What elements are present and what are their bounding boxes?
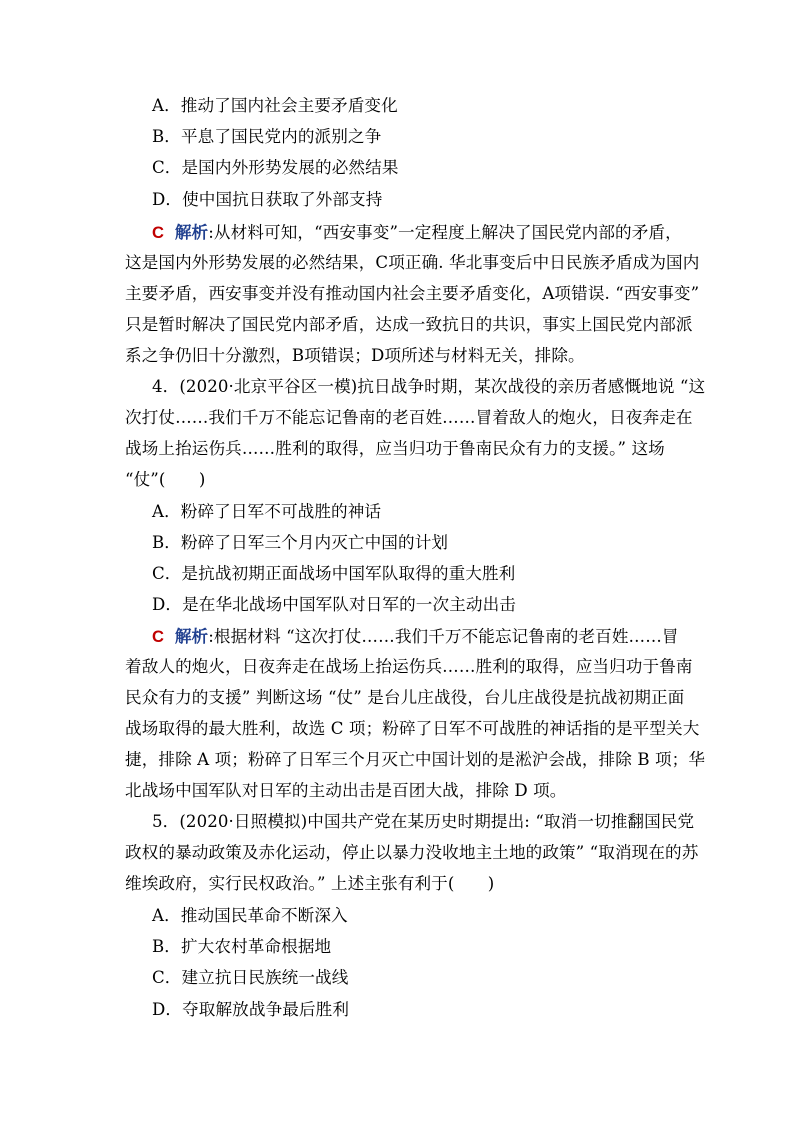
q4-stem-line: 4．(2020·北京平谷区一模)抗日战争时期，某次战役的亲历者感慨地说 “这	[152, 377, 706, 396]
q4-option-d: D．是在华北战场中国军队对日军的一次主动出击	[152, 595, 516, 614]
q4-analysis-text: :根据材料 “这次打仗……我们千万不能忘记鲁南的老百姓……冒	[208, 627, 679, 646]
q3-analysis-text: :从材料可知，“西安事变”一定程度上解决了国民党内部的矛盾，	[208, 223, 682, 242]
q4-stem-line: 次打仗……我们千万不能忘记鲁南的老百姓……冒着敌人的炮火，日夜奔走在	[125, 408, 693, 427]
q4-analysis-line: 着敌人的炮火，日夜奔走在战场上抬运伤兵……胜利的取得，应当归功于鲁南	[125, 657, 693, 676]
q4-stem-line: 战场上抬运伤兵……胜利的取得，应当归功于鲁南民众有力的支援。” 这场	[125, 439, 665, 458]
q4-analysis-line: 民众有力的支援” 判断这场 “仗” 是台儿庄战役，台儿庄战役是抗战初期正面	[125, 688, 685, 707]
q5-stem-line: 5．(2020·日照模拟)中国共产党在某历史时期提出: “取消一切推翻国民党	[152, 812, 695, 831]
q3-answer: C	[152, 223, 165, 242]
q3-option-d: D．使中国抗日获取了外部支持	[152, 190, 383, 209]
q4-analysis-line: 战场取得的最大胜利，故选 C 项；粉碎了日军不可战胜的神话指的是平型关大	[125, 719, 700, 738]
q4-analysis-label: 解析	[174, 626, 209, 646]
q5-option-d: D．夺取解放战争最后胜利	[152, 1000, 350, 1019]
q3-option-c: C．是国内外形势发展的必然结果	[152, 158, 399, 177]
q5-option-a: A．推动国民革命不断深入	[152, 906, 348, 925]
q5-option-c: C．建立抗日民族统一战线	[152, 968, 349, 987]
q4-analysis-line: 捷，排除 A 项；粉碎了日军三个月灭亡中国计划的是淞沪会战，排除 B 项；华	[125, 750, 706, 769]
q3-analysis-line: 这是国内外形势发展的必然结果，C项正确. 华北事变后中日民族矛盾成为国内	[125, 253, 700, 272]
q3-option-b: B．平息了国民党内的派别之争	[152, 127, 382, 146]
q5-option-b: B．扩大农村革命根据地	[152, 937, 332, 956]
q4-option-b: B．粉碎了日军三个月内灭亡中国的计划	[152, 533, 449, 552]
q3-analysis-label: 解析	[174, 222, 209, 242]
q3-analysis-line: 主要矛盾，西安事变并没有推动国内社会主要矛盾变化，A项错误. “西安事变”	[125, 284, 700, 303]
q3-analysis-first-line	[152, 222, 682, 243]
q4-analysis-line: 北战场中国军队对日军的主动出击是百团大战，排除 D 项。	[125, 781, 567, 800]
q3-analysis-line: 系之争仍旧十分激烈，B项错误；D项所述与材料无关，排除。	[125, 346, 585, 365]
q4-option-a: A．粉碎了日军不可战胜的神话	[152, 502, 382, 521]
q4-analysis-first-line	[152, 626, 679, 647]
q5-stem-line: 维埃政府，实行民权政治。” 上述主张有利于( )	[125, 874, 495, 893]
q3-analysis-line: 只是暂时解决了国民党内部矛盾，达成一致抗日的共识，事实上国民党内部派	[125, 315, 693, 334]
q5-stem-line: 政权的暴动政策及赤化运动，停止以暴力没收地主土地的政策” “取消现在的苏	[125, 843, 699, 862]
q4-option-c: C．是抗战初期正面战场中国军队取得的重大胜利	[152, 564, 516, 583]
q4-stem-line: “仗”( )	[125, 470, 206, 489]
q4-answer: C	[152, 627, 165, 646]
q3-option-a: A．推动了国内社会主要矛盾变化	[152, 96, 398, 115]
